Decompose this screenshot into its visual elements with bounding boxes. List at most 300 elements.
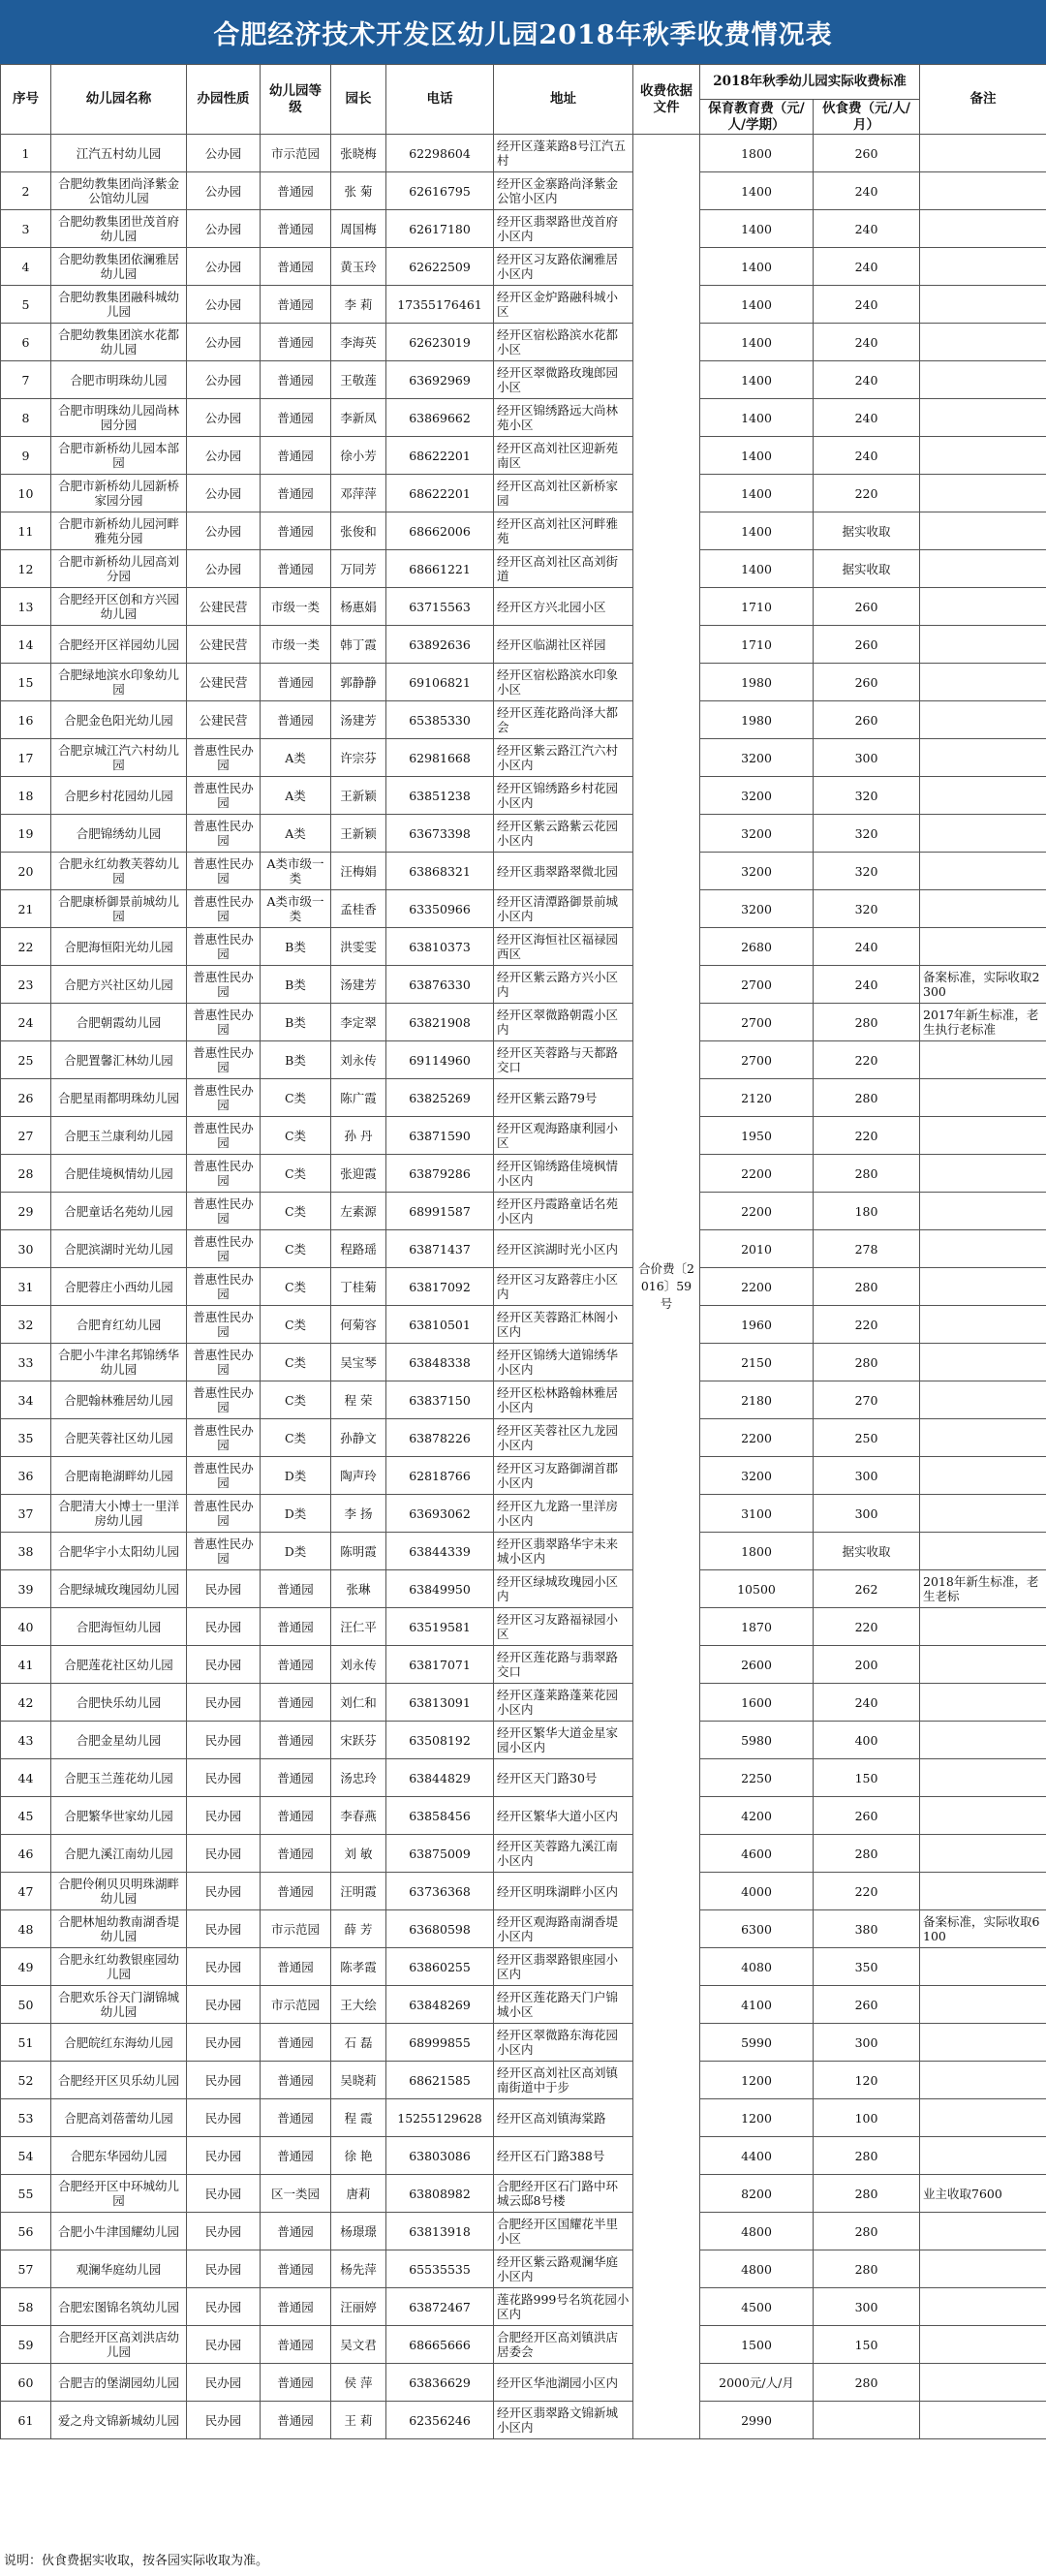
- cell-phone: 68621585: [386, 2062, 494, 2099]
- table-row: [1, 2402, 1046, 2439]
- cell-meal: 180: [814, 1193, 920, 1230]
- cell-no: 33: [1, 1344, 51, 1381]
- cell-no: 44: [1, 1759, 51, 1797]
- cell-phone: 69114960: [386, 1041, 494, 1079]
- cell-remark: [920, 664, 1046, 701]
- cell-name: 合肥蓉庄小西幼儿园: [51, 1268, 187, 1306]
- cell-director: 何菊容: [331, 1306, 386, 1344]
- cell-nature: 民办园: [187, 1608, 261, 1646]
- cell-name: 合肥宏图锦名筑幼儿园: [51, 2288, 187, 2326]
- cell-meal: 280: [814, 2213, 920, 2250]
- cell-tuition: 4800: [700, 2213, 814, 2250]
- cell-remark: [920, 2402, 1046, 2439]
- cell-meal: 220: [814, 1608, 920, 1646]
- cell-phone: 62623019: [386, 324, 494, 361]
- cell-nature: 普惠性民办园: [187, 1457, 261, 1495]
- cell-phone: 63836629: [386, 2364, 494, 2402]
- cell-grade: D类: [261, 1495, 331, 1533]
- cell-nature: 公办园: [187, 286, 261, 324]
- cell-name: 合肥金星幼儿园: [51, 1722, 187, 1759]
- cell-director: 王大绘: [331, 1986, 386, 2024]
- cell-remark: [920, 248, 1046, 286]
- cell-address: 经开区繁华大道小区内: [494, 1797, 633, 1835]
- cell-tuition: 2000元/人/月: [700, 2364, 814, 2402]
- cell-address: 经开区金炉路融科城小区: [494, 286, 633, 324]
- cell-director: 邓萍萍: [331, 475, 386, 512]
- cell-director: 宋跃芬: [331, 1722, 386, 1759]
- cell-remark: [920, 1306, 1046, 1344]
- cell-address: 经开区芙蓉社区九龙园小区内: [494, 1419, 633, 1457]
- cell-address: 经开区高刘社区河畔雅苑: [494, 512, 633, 550]
- cell-no: 43: [1, 1722, 51, 1759]
- cell-remark: [920, 1684, 1046, 1722]
- cell-remark: [920, 135, 1046, 172]
- table-row: [1, 966, 1046, 1004]
- cell-tuition: 4500: [700, 2288, 814, 2326]
- cell-address: 经开区紫云路紫云花园小区内: [494, 815, 633, 853]
- cell-address: 经开区高刘社区高刘街道: [494, 550, 633, 588]
- cell-director: 唐莉: [331, 2175, 386, 2213]
- cell-meal: 150: [814, 1759, 920, 1797]
- cell-phone: 63879286: [386, 1155, 494, 1193]
- cell-phone: 63837150: [386, 1381, 494, 1419]
- cell-meal: 320: [814, 815, 920, 853]
- cell-name: 合肥锦绣幼儿园: [51, 815, 187, 853]
- cell-phone: 63878226: [386, 1419, 494, 1457]
- table-row: [1, 2024, 1046, 2062]
- table-row: [1, 2288, 1046, 2326]
- cell-nature: 公办园: [187, 248, 261, 286]
- cell-grade: A类: [261, 815, 331, 853]
- table-row: [1, 1344, 1046, 1381]
- cell-meal: 280: [814, 1344, 920, 1381]
- cell-no: 45: [1, 1797, 51, 1835]
- cell-name: 合肥海恒阳光幼儿园: [51, 928, 187, 966]
- cell-remark: [920, 1117, 1046, 1155]
- cell-address: 经开区临湖社区祥园: [494, 626, 633, 664]
- cell-remark: [920, 1230, 1046, 1268]
- cell-tuition: 4800: [700, 2250, 814, 2288]
- cell-address: 经开区繁华大道金星家园小区内: [494, 1722, 633, 1759]
- cell-name: 合肥伶俐贝贝明珠湖畔幼儿园: [51, 1873, 187, 1910]
- cell-meal: 350: [814, 1948, 920, 1986]
- cell-grade: 区一类园: [261, 2175, 331, 2213]
- cell-no: 56: [1, 2213, 51, 2250]
- cell-phone: 68661221: [386, 550, 494, 588]
- cell-no: 39: [1, 1570, 51, 1608]
- cell-grade: B类: [261, 966, 331, 1004]
- cell-remark: [920, 2326, 1046, 2364]
- cell-phone: 17355176461: [386, 286, 494, 324]
- cell-director: 李定翠: [331, 1004, 386, 1041]
- cell-nature: 普惠性民办园: [187, 739, 261, 777]
- cell-meal: 280: [814, 1079, 920, 1117]
- cell-nature: 民办园: [187, 1835, 261, 1873]
- cell-director: 汤建芳: [331, 966, 386, 1004]
- table-row: [1, 928, 1046, 966]
- cell-nature: 民办园: [187, 1722, 261, 1759]
- cell-phone: 65385330: [386, 701, 494, 739]
- cell-meal: 300: [814, 2288, 920, 2326]
- cell-address: 经开区蓬莱路蓬莱花园小区内: [494, 1684, 633, 1722]
- cell-no: 30: [1, 1230, 51, 1268]
- cell-no: 20: [1, 853, 51, 890]
- cell-phone: 63876330: [386, 966, 494, 1004]
- cell-nature: 民办园: [187, 1646, 261, 1684]
- cell-name: 合肥华宇小太阳幼儿园: [51, 1533, 187, 1570]
- cell-remark: [920, 626, 1046, 664]
- cell-meal: 250: [814, 1419, 920, 1457]
- header-phone: 电话: [386, 65, 494, 135]
- cell-director: 孟桂香: [331, 890, 386, 928]
- cell-no: 48: [1, 1910, 51, 1948]
- cell-grade: 普通园: [261, 701, 331, 739]
- cell-remark: [920, 172, 1046, 210]
- cell-phone: 63872467: [386, 2288, 494, 2326]
- cell-phone: 68999855: [386, 2024, 494, 2062]
- cell-phone: 68622201: [386, 475, 494, 512]
- cell-director: 程 荣: [331, 1381, 386, 1419]
- cell-nature: 民办园: [187, 1948, 261, 1986]
- cell-director: 汪梅娟: [331, 853, 386, 890]
- header-basis: 收费依据文件: [633, 65, 700, 135]
- cell-tuition: 1400: [700, 324, 814, 361]
- cell-director: 杨惠娟: [331, 588, 386, 626]
- cell-name: 合肥永红幼教芙蓉幼儿园: [51, 853, 187, 890]
- cell-remark: [920, 1646, 1046, 1684]
- cell-grade: 市级一类: [261, 626, 331, 664]
- cell-tuition: 1500: [700, 2326, 814, 2364]
- cell-remark: [920, 777, 1046, 815]
- table-row: [1, 2175, 1046, 2213]
- cell-phone: 65535535: [386, 2250, 494, 2288]
- cell-name: 合肥市明珠幼儿园尚林园分园: [51, 399, 187, 437]
- cell-director: 陈孝霞: [331, 1948, 386, 1986]
- cell-tuition: 1800: [700, 135, 814, 172]
- cell-no: 51: [1, 2024, 51, 2062]
- cell-grade: 普通园: [261, 1570, 331, 1608]
- cell-grade: 普通园: [261, 2099, 331, 2137]
- cell-name: 合肥清大小博士一里洋房幼儿园: [51, 1495, 187, 1533]
- cell-name: 合肥康桥御景前城幼儿园: [51, 890, 187, 928]
- cell-name: 合肥幼教集团融科城幼儿园: [51, 286, 187, 324]
- table-row: [1, 626, 1046, 664]
- cell-address: 合肥经开区高刘镇洪店居委会: [494, 2326, 633, 2364]
- cell-grade: 普通园: [261, 286, 331, 324]
- cell-director: 张俊和: [331, 512, 386, 550]
- table-row: [1, 1948, 1046, 1986]
- table-row: [1, 172, 1046, 210]
- cell-director: 汪仁平: [331, 1608, 386, 1646]
- cell-address: 经开区丹霞路童话名苑小区内: [494, 1193, 633, 1230]
- cell-remark: [920, 1722, 1046, 1759]
- cell-tuition: 1710: [700, 588, 814, 626]
- cell-phone: 63844339: [386, 1533, 494, 1570]
- cell-address: 经开区松林路翰林雅居小区内: [494, 1381, 633, 1419]
- cell-phone: 63817071: [386, 1646, 494, 1684]
- cell-address: 经开区翡翠路华宇未来城小区内: [494, 1533, 633, 1570]
- cell-nature: 公建民营: [187, 664, 261, 701]
- cell-tuition: 1600: [700, 1684, 814, 1722]
- cell-director: 李 莉: [331, 286, 386, 324]
- cell-director: 万同芳: [331, 550, 386, 588]
- table-row: [1, 437, 1046, 475]
- cell-phone: 15255129628: [386, 2099, 494, 2137]
- cell-phone: 62356246: [386, 2402, 494, 2439]
- table-row: [1, 1079, 1046, 1117]
- cell-director: 吴文君: [331, 2326, 386, 2364]
- cell-remark: [920, 2024, 1046, 2062]
- cell-remark: [920, 815, 1046, 853]
- cell-no: 8: [1, 399, 51, 437]
- cell-name: 合肥市新桥幼儿园本部园: [51, 437, 187, 475]
- cell-nature: 民办园: [187, 1570, 261, 1608]
- cell-nature: 民办园: [187, 2364, 261, 2402]
- cell-name: 合肥高刘蓓蕾幼儿园: [51, 2099, 187, 2137]
- cell-director: 王新颖: [331, 815, 386, 853]
- table-row: [1, 2250, 1046, 2288]
- cell-address: 经开区明珠湖畔小区内: [494, 1873, 633, 1910]
- cell-name: 合肥绿地滨水印象幼儿园: [51, 664, 187, 701]
- table-row: [1, 1835, 1046, 1873]
- cell-grade: C类: [261, 1419, 331, 1457]
- cell-no: 46: [1, 1835, 51, 1873]
- cell-nature: 民办园: [187, 1910, 261, 1948]
- cell-remark: [920, 475, 1046, 512]
- cell-remark: [920, 1344, 1046, 1381]
- cell-grade: C类: [261, 1381, 331, 1419]
- cell-grade: 市示范园: [261, 1910, 331, 1948]
- cell-address: 经开区方兴北园小区: [494, 588, 633, 626]
- table-row: [1, 2326, 1046, 2364]
- cell-phone: 62981668: [386, 739, 494, 777]
- cell-meal: 240: [814, 248, 920, 286]
- cell-grade: 普通园: [261, 1797, 331, 1835]
- cell-tuition: 1400: [700, 475, 814, 512]
- cell-nature: 民办园: [187, 1986, 261, 2024]
- cell-name: 合肥林旭幼教南湖香堤幼儿园: [51, 1910, 187, 1948]
- cell-phone: 63851238: [386, 777, 494, 815]
- cell-meal: 280: [814, 2175, 920, 2213]
- cell-phone: 68662006: [386, 512, 494, 550]
- cell-grade: 普通园: [261, 1684, 331, 1722]
- cell-grade: A类: [261, 739, 331, 777]
- cell-no: 16: [1, 701, 51, 739]
- cell-director: 黄玉玲: [331, 248, 386, 286]
- table-row: [1, 2099, 1046, 2137]
- cell-name: 合肥市新桥幼儿园高刘分园: [51, 550, 187, 588]
- table-row: [1, 550, 1046, 588]
- cell-no: 11: [1, 512, 51, 550]
- cell-phone: 62298604: [386, 135, 494, 172]
- cell-meal: 220: [814, 1306, 920, 1344]
- cell-meal: 280: [814, 1268, 920, 1306]
- cell-meal: 240: [814, 399, 920, 437]
- cell-meal: 240: [814, 928, 920, 966]
- cell-grade: 普通园: [261, 1722, 331, 1759]
- table-row: [1, 1306, 1046, 1344]
- cell-name: 爱之舟文锦新城幼儿园: [51, 2402, 187, 2439]
- table-row: [1, 1873, 1046, 1910]
- cell-meal: 260: [814, 664, 920, 701]
- cell-address: 莲花路999号名筑花园小区内: [494, 2288, 633, 2326]
- cell-address: 经开区翠微路东海花园小区内: [494, 2024, 633, 2062]
- cell-nature: 民办园: [187, 2137, 261, 2175]
- cell-no: 34: [1, 1381, 51, 1419]
- cell-grade: C类: [261, 1155, 331, 1193]
- cell-director: 丁桂菊: [331, 1268, 386, 1306]
- cell-tuition: 6300: [700, 1910, 814, 1948]
- cell-meal: 200: [814, 1646, 920, 1684]
- table-row: [1, 324, 1046, 361]
- cell-name: 合肥育红幼儿园: [51, 1306, 187, 1344]
- cell-director: 周国梅: [331, 210, 386, 248]
- cell-remark: [920, 2137, 1046, 2175]
- cell-no: 2: [1, 172, 51, 210]
- cell-no: 31: [1, 1268, 51, 1306]
- cell-grade: 市示范园: [261, 1986, 331, 2024]
- cell-remark: [920, 2364, 1046, 2402]
- table-row: [1, 1986, 1046, 2024]
- cell-nature: 公建民营: [187, 588, 261, 626]
- cell-remark: [920, 1533, 1046, 1570]
- cell-name: 合肥市新桥幼儿园河畔雅苑分园: [51, 512, 187, 550]
- cell-meal: 240: [814, 437, 920, 475]
- cell-name: 合肥市明珠幼儿园: [51, 361, 187, 399]
- table-row: [1, 1533, 1046, 1570]
- cell-director: 杨先萍: [331, 2250, 386, 2288]
- cell-remark: [920, 2062, 1046, 2099]
- cell-address: 经开区锦绣路乡村花园小区内: [494, 777, 633, 815]
- cell-no: 55: [1, 2175, 51, 2213]
- cell-tuition: 5980: [700, 1722, 814, 1759]
- cell-remark: [920, 1079, 1046, 1117]
- cell-phone: 63715563: [386, 588, 494, 626]
- cell-meal: 280: [814, 1155, 920, 1193]
- cell-tuition: 1980: [700, 701, 814, 739]
- cell-address: 经开区芙蓉路与天都路交口: [494, 1041, 633, 1079]
- table-row: [1, 1684, 1046, 1722]
- table-row: [1, 399, 1046, 437]
- cell-address: 经开区滨湖时光小区内: [494, 1230, 633, 1268]
- cell-address: 经开区金寨路尚泽紫金公馆小区内: [494, 172, 633, 210]
- cell-no: 1: [1, 135, 51, 172]
- cell-meal: 220: [814, 1873, 920, 1910]
- cell-director: 王 莉: [331, 2402, 386, 2439]
- cell-meal: 280: [814, 2364, 920, 2402]
- cell-director: 张琳: [331, 1570, 386, 1608]
- cell-meal: [814, 2402, 920, 2439]
- cell-address: 经开区莲花路天门户锦城小区: [494, 1986, 633, 2024]
- cell-remark: 2017年新生标准，老生执行老标准: [920, 1004, 1046, 1041]
- cell-address: 经开区习友路御湖首郡小区内: [494, 1457, 633, 1495]
- header-nature: 办园性质: [187, 65, 261, 135]
- cell-meal: 320: [814, 853, 920, 890]
- cell-name: 合肥翰林雅居幼儿园: [51, 1381, 187, 1419]
- cell-nature: 公建民营: [187, 701, 261, 739]
- cell-no: 26: [1, 1079, 51, 1117]
- cell-nature: 民办园: [187, 2402, 261, 2439]
- cell-meal: 100: [814, 2099, 920, 2137]
- cell-remark: [920, 1419, 1046, 1457]
- cell-tuition: 1400: [700, 361, 814, 399]
- cell-remark: [920, 437, 1046, 475]
- cell-no: 10: [1, 475, 51, 512]
- cell-nature: 民办园: [187, 2288, 261, 2326]
- cell-tuition: 1400: [700, 512, 814, 550]
- cell-remark: [920, 1948, 1046, 1986]
- cell-phone: 62622509: [386, 248, 494, 286]
- cell-name: 合肥滨湖时光幼儿园: [51, 1230, 187, 1268]
- cell-phone: 63868321: [386, 853, 494, 890]
- cell-director: 李新凤: [331, 399, 386, 437]
- cell-meal: 300: [814, 1457, 920, 1495]
- cell-director: 陈明霞: [331, 1533, 386, 1570]
- cell-address: 经开区蓬莱路8号江汽五村: [494, 135, 633, 172]
- cell-grade: C类: [261, 1117, 331, 1155]
- table-row: [1, 853, 1046, 890]
- cell-nature: 民办园: [187, 2175, 261, 2213]
- header-grade: 幼儿园等级: [261, 65, 331, 135]
- cell-tuition: 4080: [700, 1948, 814, 1986]
- cell-remark: [920, 2099, 1046, 2137]
- cell-remark: [920, 1835, 1046, 1873]
- cell-no: 13: [1, 588, 51, 626]
- cell-no: 36: [1, 1457, 51, 1495]
- cell-address: 经开区清潭路御景前城小区内: [494, 890, 633, 928]
- cell-no: 37: [1, 1495, 51, 1533]
- cell-phone: 63813091: [386, 1684, 494, 1722]
- cell-meal: 400: [814, 1722, 920, 1759]
- cell-meal: 240: [814, 324, 920, 361]
- cell-tuition: 3200: [700, 853, 814, 890]
- cell-phone: 62818766: [386, 1457, 494, 1495]
- table-row: [1, 248, 1046, 286]
- cell-meal: 260: [814, 626, 920, 664]
- cell-phone: 63693062: [386, 1495, 494, 1533]
- cell-address: 经开区翡翠路翠微北园: [494, 853, 633, 890]
- cell-grade: 普通园: [261, 2326, 331, 2364]
- cell-no: 32: [1, 1306, 51, 1344]
- cell-phone: 63825269: [386, 1079, 494, 1117]
- cell-name: 观澜华庭幼儿园: [51, 2250, 187, 2288]
- cell-tuition: 3200: [700, 777, 814, 815]
- cell-nature: 普惠性民办园: [187, 928, 261, 966]
- cell-address: 合肥经开区国耀花半里小区: [494, 2213, 633, 2250]
- cell-no: 12: [1, 550, 51, 588]
- cell-phone: 68991587: [386, 1193, 494, 1230]
- cell-no: 49: [1, 1948, 51, 1986]
- cell-name: 合肥经开区创和方兴园幼儿园: [51, 588, 187, 626]
- cell-phone: 63844829: [386, 1759, 494, 1797]
- cell-phone: 63875009: [386, 1835, 494, 1873]
- cell-name: 合肥方兴社区幼儿园: [51, 966, 187, 1004]
- cell-tuition: 3200: [700, 739, 814, 777]
- cell-director: 韩丁霞: [331, 626, 386, 664]
- cell-meal: 220: [814, 1041, 920, 1079]
- cell-tuition: 8200: [700, 2175, 814, 2213]
- cell-tuition: 1200: [700, 2099, 814, 2137]
- cell-name: 合肥星雨都明珠幼儿园: [51, 1079, 187, 1117]
- cell-nature: 普惠性民办园: [187, 1079, 261, 1117]
- cell-remark: [920, 1759, 1046, 1797]
- cell-tuition: 4600: [700, 1835, 814, 1873]
- cell-no: 59: [1, 2326, 51, 2364]
- cell-grade: 普通园: [261, 2213, 331, 2250]
- cell-no: 53: [1, 2099, 51, 2137]
- cell-address: 经开区紫云路79号: [494, 1079, 633, 1117]
- cell-name: 合肥乡村花园幼儿园: [51, 777, 187, 815]
